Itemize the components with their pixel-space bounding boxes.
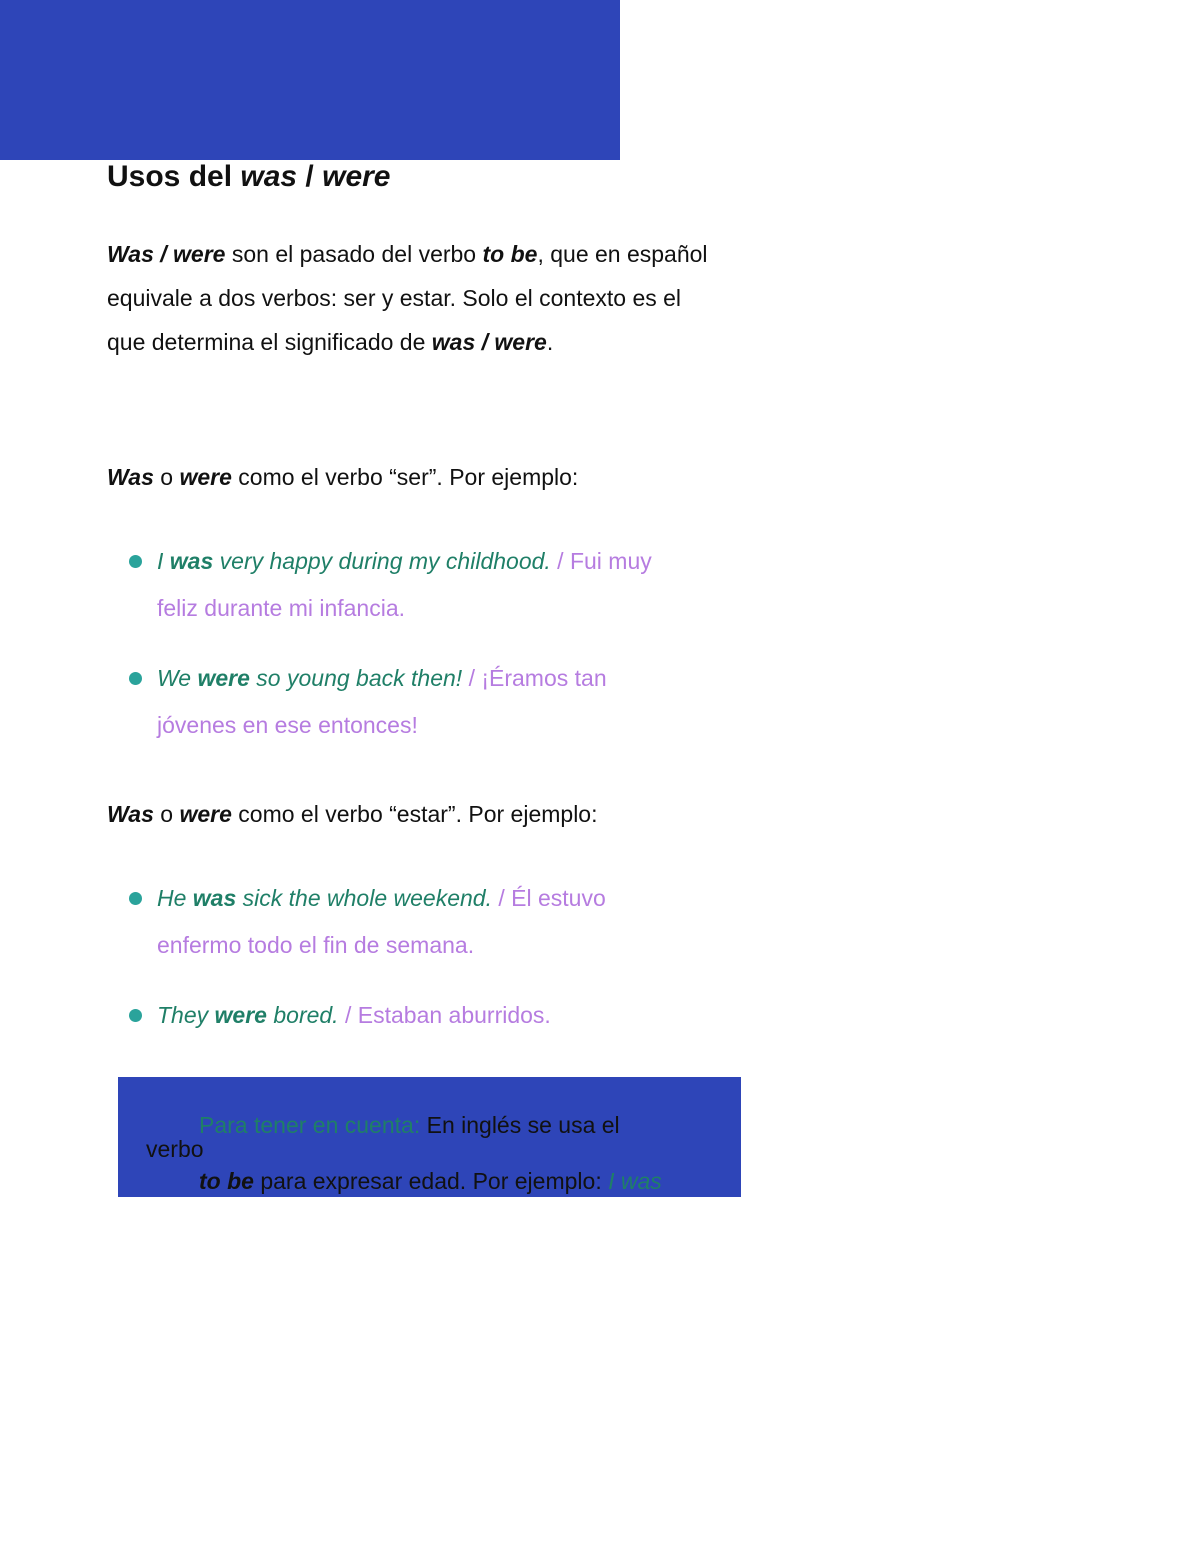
list-item: They were bored. / Estaban aburridos. (127, 992, 687, 1039)
note-label: Para tener en cuenta: (199, 1112, 421, 1138)
note-box (118, 1077, 741, 1197)
bullet-icon (129, 672, 142, 685)
list-item: He was sick the whole weekend. / Él estuvo enfermo todo el fin de semana. (127, 875, 687, 969)
note-line: verbo (146, 1136, 204, 1162)
bullet-icon (129, 892, 142, 905)
ser-examples-list (127, 538, 687, 772)
bullet-icon (129, 1009, 142, 1022)
list-item: I was very happy during my childhood. / Fui muy feliz durante mi infancia. (127, 538, 687, 632)
estar-examples-list (127, 875, 687, 1062)
intro-paragraph: Was / were son el pasado del verbo to be, que en español equivale a dos verbos: ser y estar. Solo el contexto es el que determina el significado de was / were. (107, 241, 708, 355)
bullet-icon (129, 555, 142, 568)
list-item: We were so young back then! / ¡Éramos tan jóvenes en ese entonces! (127, 655, 687, 749)
page-title: Usos del was / were (107, 160, 391, 193)
estar-heading: Was o were como el verbo “estar”. Por ejemplo: (107, 801, 598, 827)
note-line: to be para expresar edad. Por ejemplo: I was (199, 1168, 662, 1194)
top-banner (0, 0, 620, 160)
note-line: Para tener en cuenta: En inglés se usa el (199, 1112, 620, 1138)
ser-heading: Was o were como el verbo “ser”. Por ejemplo: (107, 464, 579, 490)
